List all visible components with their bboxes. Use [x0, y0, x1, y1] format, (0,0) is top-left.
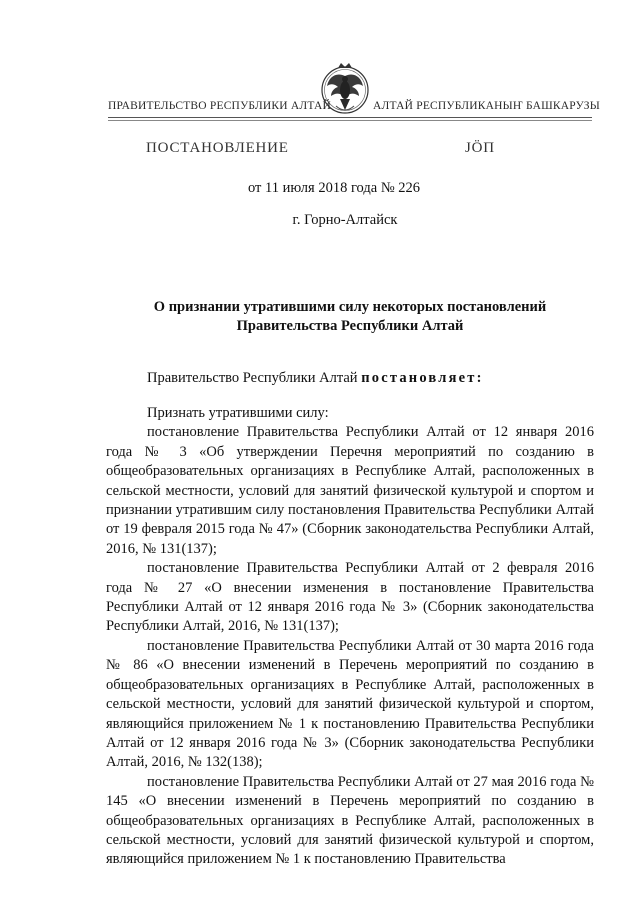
- doc-type-russian: ПОСТАНОВЛЕНИЕ: [146, 140, 289, 156]
- title-line-1: О признании утратившими силу некоторых постановлений: [153, 299, 547, 315]
- date-number-text: от 11 июля 2018 года № 226: [247, 180, 421, 196]
- body-lead: Признать утратившими силу:: [147, 405, 329, 421]
- org-name-altai: АЛТАЙ РЕСПУБЛИКАНЫҤ БАШКАРУЗЫ: [373, 100, 600, 112]
- document-body: [106, 404, 594, 870]
- header-rule-top: [108, 117, 592, 118]
- list-item: постановление Правительства Республики Алтай от 12 января 2016 года № 3 «Об утверждении Перечня мероприятий по созданию в общеобразовательных организациях в Республике Алтай, расположенных в сельской местности, условий для занятий физической культурой и спортом и признании утратившим силу постановления Правительства Республики Алтай от 19 февраля 2015 года № 47» (Сборник законодательства Республики Алтай, 2016, № 131(137);: [106, 424, 594, 557]
- document-title: [120, 298, 580, 336]
- header-rule-bottom: [108, 120, 592, 121]
- list-item: постановление Правительства Республики Алтай от 27 мая 2016 года № 145 «О внесении изменений в Перечень мероприятий по созданию в общеобразовательных организациях в Республике Алтай, расположенных в сельской местности, условий для занятий физической культурой и спортом, являющийся приложением № 1 к постановлению Правительства: [106, 773, 594, 868]
- doc-type-altai: ЈӦП: [465, 140, 495, 156]
- coat-of-arms-icon: [319, 60, 371, 122]
- org-name-russian: ПРАВИТЕЛЬСТВО РЕСПУБЛИКИ АЛТАЙ: [108, 100, 332, 112]
- list-item: постановление Правительства Республики Алтай от 30 марта 2016 года № 86 «О внесении изменений в Перечень мероприятий по созданию в общеобразовательных организациях в Республике Алтай, расположенных в сельской местности, условий для занятий физической культурой и спортом, являющийся приложением № 1 к постановлению Правительства Республики Алтай от 12 января 2016 года № 3» (Сборник законодательства Республики Алтай, 2016, № 132(138);: [106, 637, 594, 771]
- document-city: [0, 212, 640, 229]
- list-item: постановление Правительства Республики Алтай от 2 февраля 2016 года № 27 «О внесении изменения в постановление Правительства Республики Алтай от 12 января 2016 года № 3» (Сборник законодательства Республики Алтай, 2016, № 131(137);: [106, 560, 594, 635]
- decree-statement: [147, 370, 484, 387]
- title-line-2: Правительства Республики Алтай: [236, 318, 464, 334]
- decree-verb: постановляет:: [361, 370, 484, 386]
- decree-subject: Правительство Республики Алтай: [147, 370, 358, 386]
- city-text: г. Горно-Алтайск: [292, 212, 398, 228]
- document-date-number: [0, 180, 640, 197]
